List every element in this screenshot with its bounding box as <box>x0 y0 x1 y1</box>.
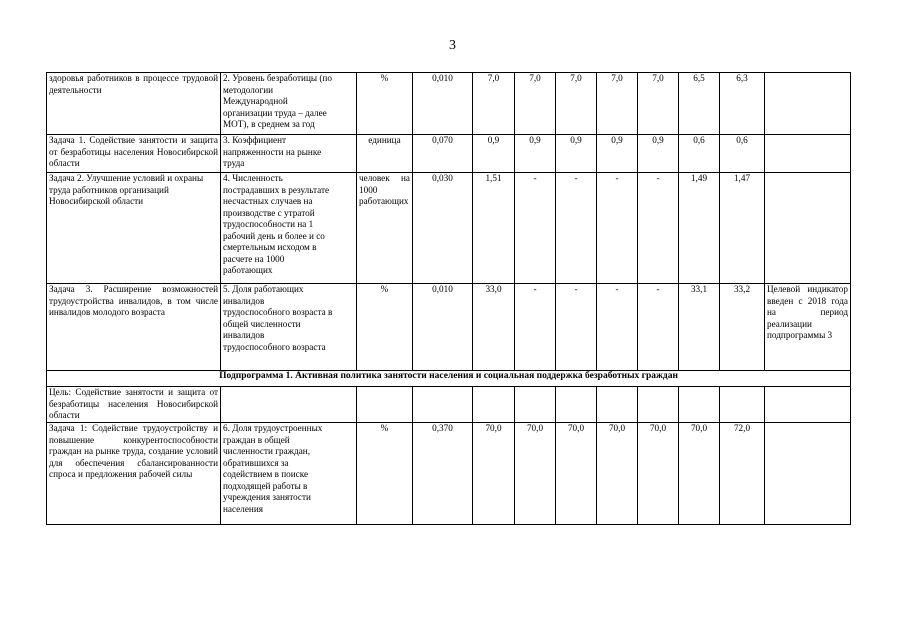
subprogram-row <box>47 371 851 387</box>
value-cell: 7,0 <box>556 73 597 135</box>
note-cell <box>765 173 851 284</box>
value-cell: 72,0 <box>720 423 765 525</box>
note-cell <box>765 135 851 173</box>
note-cell <box>765 423 851 525</box>
unit-cell: % <box>357 423 413 525</box>
value-cell: 6,5 <box>679 73 720 135</box>
empty-cell <box>413 387 473 423</box>
unit-cell: % <box>357 73 413 135</box>
unit-cell: % <box>357 284 413 371</box>
value-cell: 0,9 <box>638 135 679 173</box>
unit-cell: единица <box>357 135 413 173</box>
weight-cell: 0,010 <box>413 73 473 135</box>
subprogram-title: Подпрограмма 1. Активная политика занятости населения и социальная поддержка безработных граждан <box>47 371 851 387</box>
value-cell: 1,47 <box>720 173 765 284</box>
value-cell: 1,51 <box>473 173 515 284</box>
empty-cell <box>515 387 556 423</box>
goal-cell: Задача 3. Расширение возможностей трудоустройства инвалидов, в том числе инвалидов молодого возраста <box>47 284 221 371</box>
value-cell: 70,0 <box>679 423 720 525</box>
goal-cell: здоровья работников в процессе трудовой деятельности <box>47 73 221 135</box>
value-cell: 0,6 <box>720 135 765 173</box>
indicators-table <box>46 72 851 525</box>
table-row <box>47 135 851 173</box>
goal-cell: Цель: Содействие занятости и защита от безработицы населения Новосибирской области <box>47 387 221 423</box>
empty-cell <box>473 387 515 423</box>
note-cell <box>765 73 851 135</box>
value-cell: 7,0 <box>473 73 515 135</box>
goal-row <box>47 387 851 423</box>
value-cell: 0,9 <box>473 135 515 173</box>
value-cell: 0,9 <box>556 135 597 173</box>
value-cell: - <box>638 173 679 284</box>
value-cell: - <box>556 284 597 371</box>
value-cell: - <box>556 173 597 284</box>
empty-cell <box>221 387 357 423</box>
empty-cell <box>597 387 638 423</box>
value-cell: 7,0 <box>597 73 638 135</box>
empty-cell <box>765 387 851 423</box>
value-cell: 33,2 <box>720 284 765 371</box>
value-cell: 70,0 <box>515 423 556 525</box>
indicator-cell: 2. Уровень безработицы (по методологии Международной организации труда – далее МОТ), в среднем за год <box>221 73 357 135</box>
weight-cell: 0,010 <box>413 284 473 371</box>
goal-cell: Задача 1: Содействие трудоустройству и повышение конкурентоспособности граждан на рынке труда, создание условий для обеспечения сбалансированности спроса и предложения рабочей силы <box>47 423 221 525</box>
value-cell: - <box>515 173 556 284</box>
table-row <box>47 173 851 284</box>
note-cell: Целевой индикатор введен с 2018 года на период реализации подпрограммы 3 <box>765 284 851 371</box>
value-cell: 0,9 <box>515 135 556 173</box>
value-cell: 70,0 <box>597 423 638 525</box>
empty-cell <box>357 387 413 423</box>
empty-cell <box>720 387 765 423</box>
indicator-cell: 3. Коэффициент напряженности на рынке труда <box>221 135 357 173</box>
unit-cell: человек на 1000 работающих <box>357 173 413 284</box>
value-cell: 6,3 <box>720 73 765 135</box>
goal-cell: Задача 2. Улучшение условий и охраны труда работников организаций Новосибирской области <box>47 173 221 284</box>
weight-cell: 0,070 <box>413 135 473 173</box>
value-cell: 1,49 <box>679 173 720 284</box>
value-cell: 0,9 <box>597 135 638 173</box>
goal-cell: Задача 1. Содействие занятости и защита от безработицы населения Новосибирской области <box>47 135 221 173</box>
table-row <box>47 284 851 371</box>
value-cell: - <box>638 284 679 371</box>
value-cell: 70,0 <box>473 423 515 525</box>
table-row <box>47 423 851 525</box>
page-number: 3 <box>449 38 456 53</box>
value-cell: 33,1 <box>679 284 720 371</box>
weight-cell: 0,030 <box>413 173 473 284</box>
value-cell: - <box>597 284 638 371</box>
table-row <box>47 73 851 135</box>
value-cell: 70,0 <box>638 423 679 525</box>
value-cell: 7,0 <box>638 73 679 135</box>
empty-cell <box>679 387 720 423</box>
indicator-cell: 4. Численность пострадавших в результате несчастных случаев на производстве с утратой трудоспособности на 1 рабочий день и более и со смертельным исходом в расчете на 1000 работающих <box>221 173 357 284</box>
value-cell: 33,0 <box>473 284 515 371</box>
value-cell: 0,6 <box>679 135 720 173</box>
value-cell: 7,0 <box>515 73 556 135</box>
indicator-cell: 5. Доля работающих инвалидов трудоспособного возраста в общей численности инвалидов трудоспособного возраста <box>221 284 357 371</box>
empty-cell <box>638 387 679 423</box>
value-cell: 70,0 <box>556 423 597 525</box>
empty-cell <box>556 387 597 423</box>
value-cell: - <box>515 284 556 371</box>
indicator-cell: 6. Доля трудоустроенных граждан в общей численности граждан, обратившихся за содействием в поиске подходящей работы в учреждения занятости населения <box>221 423 357 525</box>
value-cell: - <box>597 173 638 284</box>
weight-cell: 0,370 <box>413 423 473 525</box>
